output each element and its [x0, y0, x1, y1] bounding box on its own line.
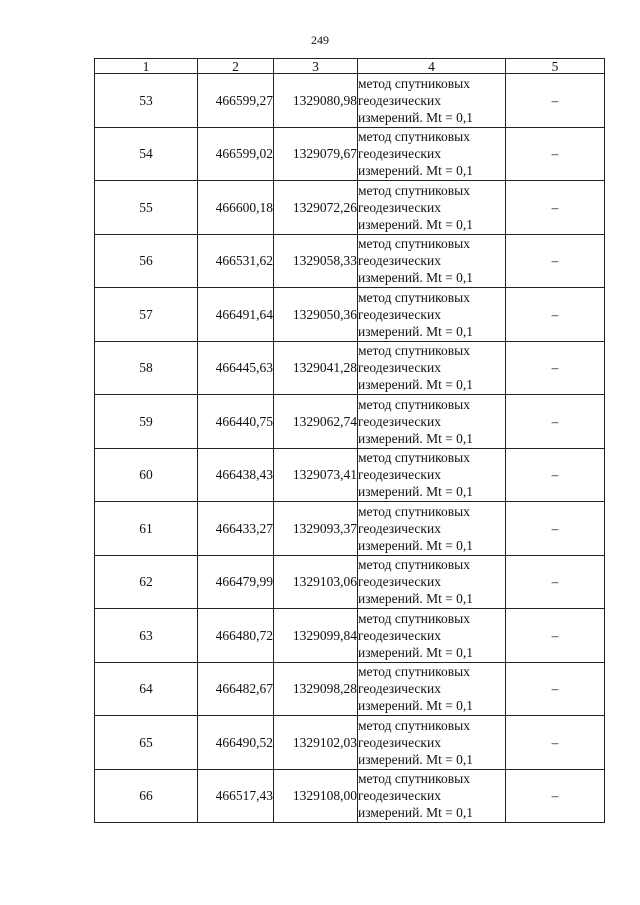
method-line: геодезических	[358, 413, 441, 429]
method-line: метод спутниковых	[358, 771, 470, 787]
method-cell	[358, 395, 506, 449]
x-coordinate-cell: 466491,64	[198, 288, 274, 342]
x-coordinate-cell: 466433,27	[198, 502, 274, 556]
point-number-cell: 58	[95, 341, 198, 395]
y-coordinate-cell: 1329080,98	[274, 74, 358, 128]
column-header-2: 2	[198, 59, 274, 74]
note-cell: –	[506, 288, 605, 342]
method-cell	[358, 234, 506, 288]
method-line: измерений. Mt = 0,1	[358, 430, 474, 446]
table-row	[95, 341, 605, 395]
note-cell: –	[506, 74, 605, 128]
point-number-cell: 59	[95, 395, 198, 449]
coordinates-table	[94, 58, 605, 823]
method-line: измерений. Mt = 0,1	[358, 377, 474, 393]
x-coordinate-cell: 466438,43	[198, 448, 274, 502]
note-cell: –	[506, 234, 605, 288]
method-line: метод спутниковых	[358, 343, 470, 359]
note-cell: –	[506, 127, 605, 181]
table-row	[95, 288, 605, 342]
method-line: метод спутниковых	[358, 450, 470, 466]
x-coordinate-cell: 466445,63	[198, 341, 274, 395]
y-coordinate-cell: 1329072,26	[274, 181, 358, 235]
method-line: измерений. Mt = 0,1	[358, 109, 474, 125]
method-line: измерений. Mt = 0,1	[358, 484, 474, 500]
method-line: геодезических	[358, 146, 441, 162]
method-line: измерений. Mt = 0,1	[358, 805, 474, 821]
method-cell	[358, 502, 506, 556]
note-cell: –	[506, 662, 605, 716]
table-row	[95, 662, 605, 716]
x-coordinate-cell: 466482,67	[198, 662, 274, 716]
method-line: метод спутниковых	[358, 289, 470, 305]
x-coordinate-cell: 466600,18	[198, 181, 274, 235]
method-cell	[358, 769, 506, 823]
y-coordinate-cell: 1329103,06	[274, 555, 358, 609]
table-row	[95, 234, 605, 288]
y-coordinate-cell: 1329058,33	[274, 234, 358, 288]
method-cell	[358, 448, 506, 502]
point-number-cell: 54	[95, 127, 198, 181]
point-number-cell: 57	[95, 288, 198, 342]
method-line: геодезических	[358, 253, 441, 269]
x-coordinate-cell: 466599,27	[198, 74, 274, 128]
column-header-4: 4	[358, 59, 506, 74]
method-cell	[358, 609, 506, 663]
method-line: геодезических	[358, 788, 441, 804]
table-body	[95, 74, 605, 823]
note-cell: –	[506, 769, 605, 823]
column-header-1: 1	[95, 59, 198, 74]
method-line: геодезических	[358, 627, 441, 643]
column-header-3: 3	[274, 59, 358, 74]
table-row	[95, 395, 605, 449]
method-line: измерений. Mt = 0,1	[358, 163, 474, 179]
method-line: геодезических	[358, 360, 441, 376]
table-row	[95, 127, 605, 181]
method-line: измерений. Mt = 0,1	[358, 751, 474, 767]
point-number-cell: 65	[95, 716, 198, 770]
table-row	[95, 74, 605, 128]
note-cell: –	[506, 341, 605, 395]
point-number-cell: 60	[95, 448, 198, 502]
y-coordinate-cell: 1329073,41	[274, 448, 358, 502]
method-line: геодезических	[358, 734, 441, 750]
note-cell: –	[506, 716, 605, 770]
note-cell: –	[506, 395, 605, 449]
point-number-cell: 56	[95, 234, 198, 288]
table-row	[95, 502, 605, 556]
method-cell	[358, 555, 506, 609]
y-coordinate-cell: 1329041,28	[274, 341, 358, 395]
method-cell	[358, 74, 506, 128]
point-number-cell: 61	[95, 502, 198, 556]
point-number-cell: 53	[95, 74, 198, 128]
method-line: метод спутниковых	[358, 75, 470, 91]
y-coordinate-cell: 1329093,37	[274, 502, 358, 556]
method-cell	[358, 341, 506, 395]
x-coordinate-cell: 466517,43	[198, 769, 274, 823]
method-line: измерений. Mt = 0,1	[358, 216, 474, 232]
y-coordinate-cell: 1329108,00	[274, 769, 358, 823]
method-line: метод спутниковых	[358, 557, 470, 573]
method-line: измерений. Mt = 0,1	[358, 270, 474, 286]
note-cell: –	[506, 181, 605, 235]
y-coordinate-cell: 1329102,03	[274, 716, 358, 770]
method-line: измерений. Mt = 0,1	[358, 644, 474, 660]
method-line: измерений. Mt = 0,1	[358, 323, 474, 339]
point-number-cell: 66	[95, 769, 198, 823]
x-coordinate-cell: 466440,75	[198, 395, 274, 449]
x-coordinate-cell: 466599,02	[198, 127, 274, 181]
method-line: метод спутниковых	[358, 610, 470, 626]
method-line: метод спутниковых	[358, 129, 470, 145]
table-row	[95, 555, 605, 609]
method-line: измерений. Mt = 0,1	[358, 537, 474, 553]
table-row	[95, 448, 605, 502]
note-cell: –	[506, 448, 605, 502]
y-coordinate-cell: 1329050,36	[274, 288, 358, 342]
method-cell	[358, 662, 506, 716]
method-line: геодезических	[358, 92, 441, 108]
x-coordinate-cell: 466480,72	[198, 609, 274, 663]
point-number-cell: 63	[95, 609, 198, 663]
method-line: измерений. Mt = 0,1	[358, 591, 474, 607]
note-cell: –	[506, 502, 605, 556]
method-cell	[358, 288, 506, 342]
page-number: 249	[311, 33, 329, 47]
method-line: метод спутниковых	[358, 717, 470, 733]
y-coordinate-cell: 1329098,28	[274, 662, 358, 716]
method-line: метод спутниковых	[358, 182, 470, 198]
method-line: геодезических	[358, 681, 441, 697]
point-number-cell: 64	[95, 662, 198, 716]
y-coordinate-cell: 1329099,84	[274, 609, 358, 663]
method-cell	[358, 716, 506, 770]
table-row	[95, 716, 605, 770]
column-header-5: 5	[506, 59, 605, 74]
table-header-row	[95, 59, 605, 74]
method-line: метод спутниковых	[358, 236, 470, 252]
x-coordinate-cell: 466490,52	[198, 716, 274, 770]
point-number-cell: 55	[95, 181, 198, 235]
y-coordinate-cell: 1329062,74	[274, 395, 358, 449]
method-line: геодезических	[358, 306, 441, 322]
table-row	[95, 181, 605, 235]
method-line: измерений. Mt = 0,1	[358, 698, 474, 714]
note-cell: –	[506, 555, 605, 609]
method-line: метод спутниковых	[358, 396, 470, 412]
method-cell	[358, 127, 506, 181]
table-row	[95, 769, 605, 823]
method-line: геодезических	[358, 467, 441, 483]
x-coordinate-cell: 466531,62	[198, 234, 274, 288]
table-row	[95, 609, 605, 663]
method-line: метод спутниковых	[358, 664, 470, 680]
method-line: метод спутниковых	[358, 503, 470, 519]
method-line: геодезических	[358, 199, 441, 215]
x-coordinate-cell: 466479,99	[198, 555, 274, 609]
note-cell: –	[506, 609, 605, 663]
point-number-cell: 62	[95, 555, 198, 609]
method-line: геодезических	[358, 574, 441, 590]
method-line: геодезических	[358, 520, 441, 536]
method-cell	[358, 181, 506, 235]
y-coordinate-cell: 1329079,67	[274, 127, 358, 181]
